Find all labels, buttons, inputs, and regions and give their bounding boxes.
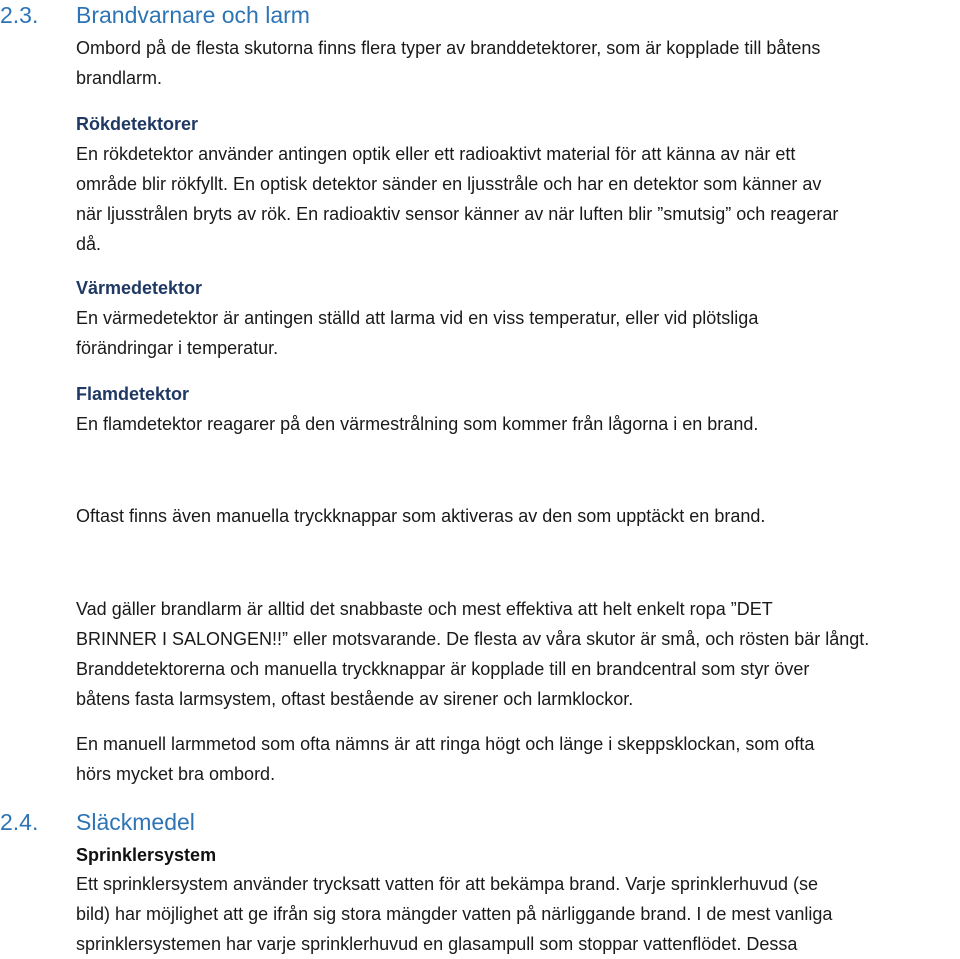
paragraph-line: En manuell larmmetod som ofta nämns är att ringa högt och länge i skeppsklockan, som ofta (76, 734, 815, 754)
subheading-smoke-detectors: Rökdetektorer (76, 114, 199, 134)
paragraph-line: Ett sprinklersystem använder trycksatt vatten för att bekämpa brand. Varje sprinklerhuvud (se (76, 874, 818, 894)
smoke-paragraph (76, 139, 960, 259)
paragraph-line: område blir rökfyllt. En optisk detektor sänder en ljusstråle och har en detektor som känner av (76, 174, 822, 194)
flame-paragraph (76, 409, 960, 439)
paragraph-line: förändringar i temperatur. (76, 338, 279, 358)
paragraph-line: Oftast finns även manuella tryckknappar som aktiveras av den som upptäckt en brand. (76, 506, 766, 526)
section-heading-2-4 (0, 809, 195, 836)
paragraph-line: En värmedetektor är antingen ställd att larma vid en viss temperatur, eller vid plötsliga (76, 308, 759, 328)
paragraph-line: båtens fasta larmsystem, oftast bestående av sirener och larmklockor. (76, 689, 634, 709)
paragraph-line: En rökdetektor använder antingen optik eller ett radioaktivt material för att känna av när ett (76, 144, 796, 164)
paragraph-line: hörs mycket bra ombord. (76, 764, 276, 784)
section-number: 2.3. (0, 2, 39, 28)
paragraph-line: brandlarm. (76, 68, 163, 88)
paragraph-line: då. (76, 234, 102, 254)
subheading-heat-detector: Värmedetektor (76, 278, 203, 298)
ship-bell-paragraph (76, 729, 960, 789)
paragraph-line: när ljusstrålen bryts av rök. En radioaktiv sensor känner av när luften blir ”smutsig” och reagerar (76, 204, 839, 224)
paragraph-line: Branddetektorerna och manuella tryckknappar är kopplade till en brandcentral som styr över (76, 659, 810, 679)
paragraph-line: Vad gäller brandlarm är alltid det snabbaste och mest effektiva att helt enkelt ropa ”DET (76, 599, 773, 619)
paragraph-line: sprinklersystemen har varje sprinklerhuvud en glasampull som stoppar vattenflödet. Dessa (76, 934, 798, 954)
section-title: Släckmedel (76, 809, 195, 835)
section-title: Brandvarnare och larm (76, 2, 310, 28)
subheading-flame-detector: Flamdetektor (76, 384, 190, 404)
intro-paragraph (76, 33, 960, 93)
paragraph-line: bild) har möjlighet att ge ifrån sig stora mängder vatten på närliggande brand. I de mest vanliga (76, 904, 833, 924)
section-number: 2.4. (0, 809, 39, 835)
sprinkler-paragraph (76, 869, 960, 959)
heat-paragraph (76, 303, 960, 363)
paragraph-line: Ombord på de flesta skutorna finns flera typer av branddetektorer, som är kopplade till båtens (76, 38, 821, 58)
section-heading-2-3 (0, 2, 310, 29)
paragraph-line: BRINNER I SALONGEN!!” eller motsvarande. De flesta av våra skutor är små, och rösten bär långt. (76, 629, 870, 649)
alarm-paragraph (76, 594, 960, 714)
subheading-sprinkler-system: Sprinklersystem (76, 845, 217, 865)
paragraph-line: En flamdetektor reagarer på den värmestrålning som kommer från lågorna i en brand. (76, 414, 759, 434)
manual-buttons-paragraph (76, 501, 960, 531)
